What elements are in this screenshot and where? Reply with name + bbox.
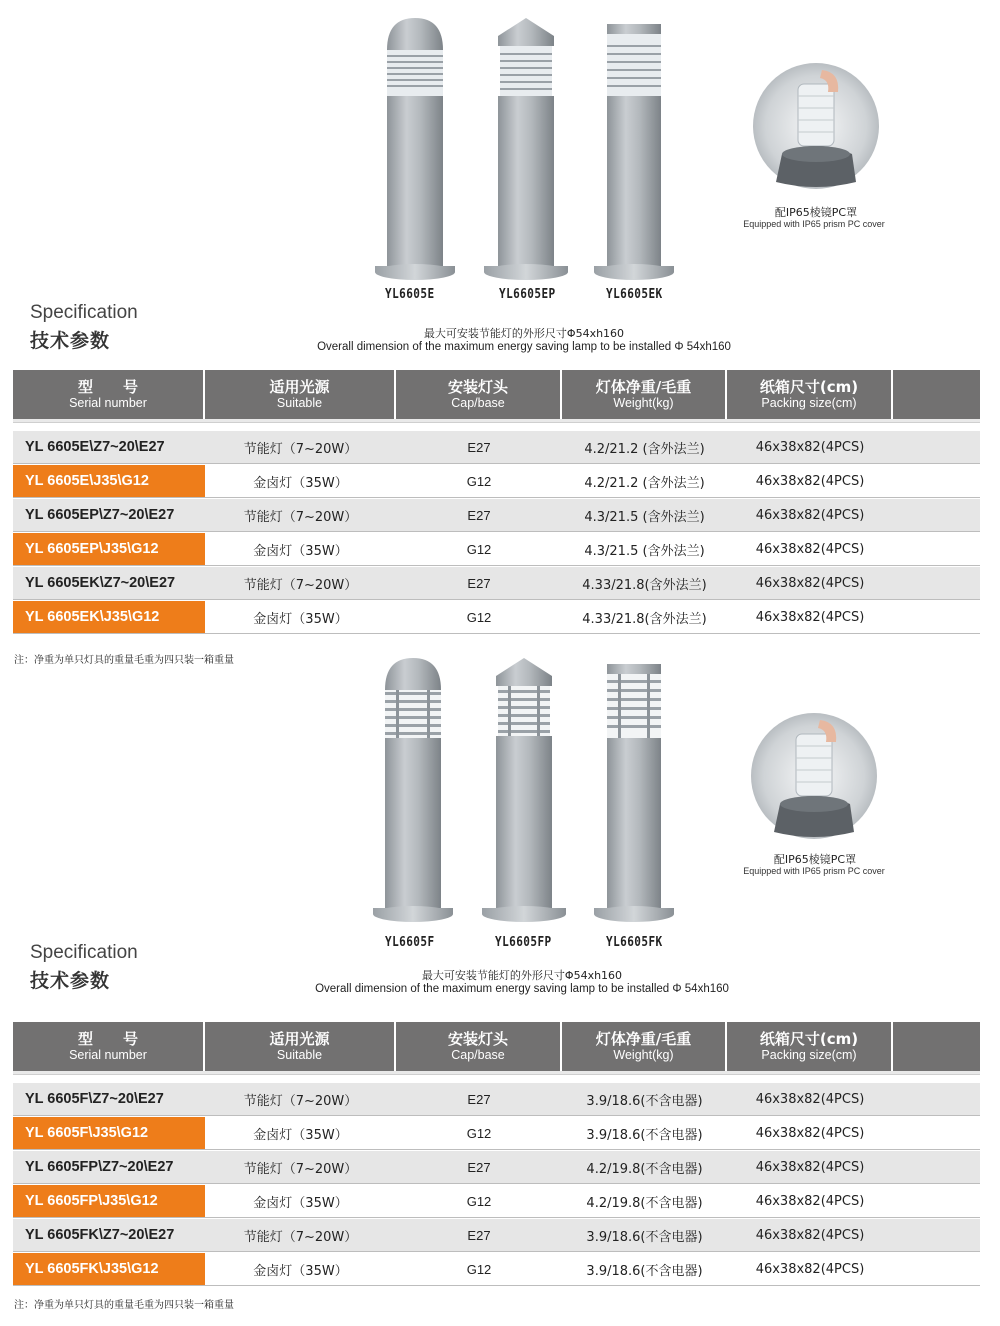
table-row (13, 431, 980, 464)
inset-caption-en: Equipped with IP65 prism PC cover (743, 219, 885, 229)
cell-weight: 4.2/21.2 (含外法兰) (584, 475, 705, 491)
cell-weight: 3.9/18.6(不含电器) (586, 1093, 703, 1109)
table-row (13, 1253, 980, 1286)
cell-weight: 4.33/21.8(含外法兰) (582, 611, 707, 627)
product-section-2 (0, 652, 1000, 1326)
cell-model: YL 6605E\J35\G12 (13, 465, 205, 497)
cell-source: 金卤灯（35W） (253, 475, 348, 491)
cell-packing: 46x38x82(4PCS) (755, 541, 865, 557)
cell-cap: E27 (467, 1227, 491, 1243)
lamp-image-flat (590, 16, 678, 282)
cell-source: 金卤灯（35W） (253, 543, 348, 559)
cell-cap: E27 (467, 439, 491, 455)
cell-source: 金卤灯（35W） (253, 1127, 348, 1143)
prism-cover-photo (750, 712, 878, 844)
cell-source: 节能灯（7~20W） (243, 1161, 358, 1177)
cell-cap: G12 (466, 473, 492, 489)
cell-packing: 46x38x82(4PCS) (755, 439, 865, 455)
model-label: YL6605FK (606, 935, 663, 950)
header-cap-base: 安装灯头 Cap/base (396, 1022, 562, 1071)
table-row (13, 533, 980, 566)
cell-model: YL 6605FP\Z7~20\E27 (25, 1159, 174, 1175)
cell-cap: G12 (466, 1125, 492, 1141)
cell-model: YL 6605FK\Z7~20\E27 (25, 1227, 175, 1243)
cell-weight: 4.3/21.5 (含外法兰) (584, 509, 705, 525)
cell-cap: E27 (467, 1159, 491, 1175)
cell-model: YL 6605EK\J35\G12 (13, 601, 205, 633)
spec-heading-cn: 技术参数 (30, 330, 111, 352)
cell-cap: E27 (467, 1091, 491, 1107)
table-row (13, 1219, 980, 1252)
cell-cap: G12 (466, 609, 492, 625)
cell-weight: 4.33/21.8(含外法兰) (582, 577, 707, 593)
dimension-note-en: Overall dimension of the maximum energy saving lamp to be installed Φ 54xh160 (317, 341, 731, 353)
dimension-note-cn: 最大可安装节能灯的外形尺寸Φ54xh160 (421, 969, 623, 982)
table-row (13, 1185, 980, 1218)
header-cap-base: 安装灯头 Cap/base (396, 370, 562, 419)
cell-source: 节能灯（7~20W） (243, 577, 358, 593)
table-row (13, 499, 980, 532)
table-row (13, 567, 980, 600)
model-label: YL6605FP (495, 935, 552, 950)
model-label: YL6605F (385, 935, 435, 950)
weight-note: 注：净重为单只灯具的重量毛重为四只装一箱重量 (14, 655, 234, 666)
cell-weight: 4.2/21.2 (含外法兰) (584, 441, 705, 457)
spec-table (13, 1022, 980, 1287)
cell-weight: 4.2/19.8(不含电器) (586, 1161, 703, 1177)
inset-caption-en: Equipped with IP65 prism PC cover (743, 866, 885, 876)
cell-packing: 46x38x82(4PCS) (755, 1159, 865, 1175)
cell-model: YL 6605EP\J35\G12 (13, 533, 205, 565)
header-weight: 灯体净重/毛重 Weight(kg) (562, 370, 727, 419)
header-suitable: 适用光源 Suitable (205, 370, 396, 419)
cell-model: YL 6605F\Z7~20\E27 (25, 1091, 164, 1107)
cell-weight: 3.9/18.6(不含电器) (586, 1263, 703, 1279)
cell-model: YL 6605FP\J35\G12 (13, 1185, 205, 1217)
cell-source: 金卤灯（35W） (253, 1263, 348, 1279)
lamp-image-flat-louvered (590, 656, 678, 924)
cell-model: YL 6605EK\Z7~20\E27 (25, 575, 176, 591)
header-packing-size: 纸箱尺寸(cm) Packing size(cm) (727, 370, 893, 419)
dimension-note-cn: 最大可安装节能灯的外形尺寸Φ54xh160 (423, 327, 625, 340)
model-label: YL6605EP (499, 287, 556, 302)
cell-packing: 46x38x82(4PCS) (755, 1261, 865, 1277)
cell-source: 节能灯（7~20W） (243, 441, 358, 457)
lamp-image-dome-louvered (368, 656, 458, 924)
cell-packing: 46x38x82(4PCS) (755, 507, 865, 523)
weight-note: 注：净重为单只灯具的重量毛重为四只装一箱重量 (14, 1300, 234, 1311)
lamp-image-dome (370, 16, 460, 282)
cell-model: YL 6605F\J35\G12 (13, 1117, 205, 1149)
header-weight: 灯体净重/毛重 Weight(kg) (562, 1022, 727, 1071)
cell-weight: 4.2/19.8(不含电器) (586, 1195, 703, 1211)
cell-packing: 46x38x82(4PCS) (755, 1091, 865, 1107)
cell-cap: E27 (467, 575, 491, 591)
lamp-image-hat (480, 16, 572, 282)
cell-weight: 3.9/18.6(不含电器) (586, 1127, 703, 1143)
cell-source: 节能灯（7~20W） (243, 509, 358, 525)
cell-model: YL 6605FK\J35\G12 (13, 1253, 205, 1285)
cell-cap: G12 (466, 1193, 492, 1209)
header-suitable: 适用光源 Suitable (205, 1022, 396, 1071)
cell-packing: 46x38x82(4PCS) (755, 609, 865, 625)
dimension-note-en: Overall dimension of the maximum energy saving lamp to be installed Φ 54xh160 (315, 983, 729, 995)
spec-heading-cn: 技术参数 (30, 970, 111, 992)
table-row (13, 1151, 980, 1184)
spec-heading-en: Specification (30, 302, 138, 323)
header-serial-number: 型 号 Serial number (13, 370, 205, 419)
table-row (13, 1083, 980, 1116)
cell-packing: 46x38x82(4PCS) (755, 1125, 865, 1141)
cell-packing: 46x38x82(4PCS) (755, 575, 865, 591)
table-row (13, 1117, 980, 1150)
table-header (13, 370, 980, 419)
inset-caption-cn: 配IP65棱镜PC罩 (773, 853, 857, 866)
prism-cover-photo (752, 62, 880, 194)
spec-table (13, 370, 980, 635)
cell-packing: 46x38x82(4PCS) (755, 1193, 865, 1209)
cell-cap: E27 (467, 507, 491, 523)
table-header (13, 1022, 980, 1071)
model-label: YL6605E (385, 287, 435, 302)
lamp-image-hat-louvered (478, 656, 570, 924)
header-serial-number: 型 号 Serial number (13, 1022, 205, 1071)
header-packing-size: 纸箱尺寸(cm) Packing size(cm) (727, 1022, 893, 1071)
cell-source: 节能灯（7~20W） (243, 1093, 358, 1109)
cell-packing: 46x38x82(4PCS) (755, 1227, 865, 1243)
cell-weight: 3.9/18.6(不含电器) (586, 1229, 703, 1245)
header-blank (893, 370, 980, 419)
cell-weight: 4.3/21.5 (含外法兰) (584, 543, 705, 559)
spec-heading-en: Specification (30, 942, 138, 963)
model-label: YL6605EK (606, 287, 663, 302)
cell-source: 金卤灯（35W） (253, 611, 348, 627)
table-row (13, 465, 980, 498)
table-row (13, 601, 980, 634)
cell-model: YL 6605E\Z7~20\E27 (25, 439, 165, 455)
header-blank (893, 1022, 980, 1071)
cell-source: 节能灯（7~20W） (243, 1229, 358, 1245)
inset-caption-cn: 配IP65棱镜PC罩 (774, 206, 858, 219)
cell-packing: 46x38x82(4PCS) (755, 473, 865, 489)
cell-model: YL 6605EP\Z7~20\E27 (25, 507, 175, 523)
cell-source: 金卤灯（35W） (253, 1195, 348, 1211)
cell-cap: G12 (466, 541, 492, 557)
cell-cap: G12 (466, 1261, 492, 1277)
